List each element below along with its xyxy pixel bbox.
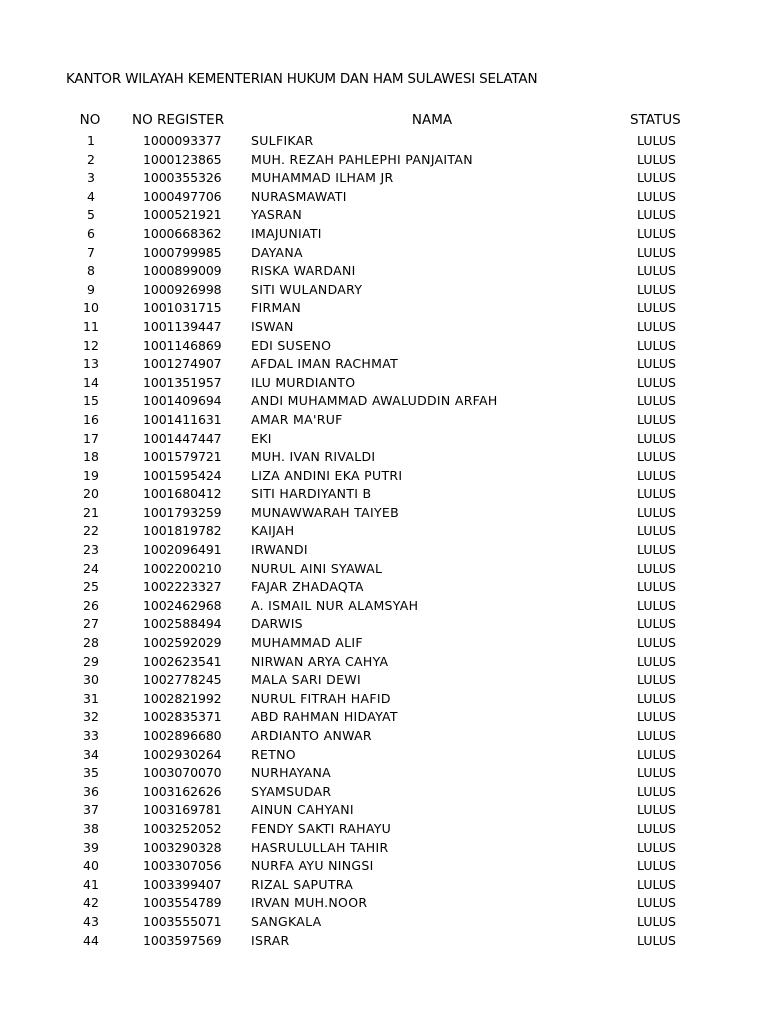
row-status: LULUS — [637, 300, 676, 316]
row-register: 1003555071 — [143, 913, 222, 929]
row-status: LULUS — [637, 281, 676, 297]
row-register: 1002778245 — [143, 672, 222, 688]
row-register: 1002200210 — [143, 560, 222, 576]
table-row — [0, 225, 768, 244]
row-no: 36 — [83, 783, 99, 799]
row-nama: IMAJUNIATI — [251, 225, 322, 241]
row-nama: FIRMAN — [251, 300, 302, 316]
row-no: 44 — [83, 932, 99, 948]
row-status: LULUS — [637, 170, 676, 186]
row-status: LULUS — [637, 430, 676, 446]
header-register: NO REGISTER — [132, 112, 225, 128]
row-register: 1000355326 — [143, 170, 222, 186]
table-row — [0, 337, 768, 356]
row-no: 5 — [87, 207, 95, 223]
row-no: 37 — [83, 802, 99, 818]
row-register: 1000521921 — [143, 207, 222, 223]
header-status: STATUS — [630, 112, 681, 128]
row-register: 1003169781 — [143, 802, 222, 818]
row-status: LULUS — [637, 542, 676, 558]
table-row — [0, 597, 768, 616]
row-nama: RETNO — [251, 746, 296, 762]
row-status: LULUS — [637, 411, 676, 427]
row-register: 1003597569 — [143, 932, 222, 948]
row-status: LULUS — [637, 318, 676, 334]
table-row — [0, 262, 768, 281]
row-register: 1001595424 — [143, 467, 222, 483]
row-register: 1001031715 — [143, 300, 222, 316]
row-register: 1002462968 — [143, 597, 222, 613]
table-row — [0, 299, 768, 318]
row-status: LULUS — [637, 839, 676, 855]
row-status: LULUS — [637, 597, 676, 613]
table-row — [0, 244, 768, 263]
row-register: 1002821992 — [143, 690, 222, 706]
row-status: LULUS — [637, 337, 676, 353]
row-status: LULUS — [637, 560, 676, 576]
row-status: LULUS — [637, 728, 676, 743]
row-nama: A. ISMAIL NUR ALAMSYAH — [251, 597, 419, 613]
table-row — [0, 876, 768, 895]
row-no: 25 — [83, 579, 99, 595]
row-register: 1002835371 — [143, 709, 222, 725]
row-nama: IRWANDI — [251, 542, 308, 558]
row-status: LULUS — [637, 207, 676, 223]
row-register: 1001819782 — [143, 523, 222, 539]
row-status: LULUS — [637, 709, 676, 725]
row-register: 1001146869 — [143, 337, 222, 353]
row-no: 8 — [87, 263, 95, 279]
table-row — [0, 188, 768, 207]
row-no: 15 — [83, 393, 99, 409]
row-register: 1002930264 — [143, 746, 222, 762]
row-register: 1002623541 — [143, 653, 222, 669]
row-register: 1001411631 — [143, 411, 222, 427]
table-row — [0, 653, 768, 672]
row-register: 1000799985 — [143, 244, 222, 260]
row-nama: RISKA WARDANI — [251, 263, 356, 279]
row-nama: MALA SARI DEWI — [251, 672, 361, 688]
row-no: 1 — [87, 133, 95, 148]
row-no: 6 — [87, 225, 95, 241]
row-nama: MUHAMMAD ILHAM JR — [251, 170, 394, 186]
table-row — [0, 801, 768, 820]
table-row — [0, 281, 768, 300]
row-register: 1000926998 — [143, 281, 222, 297]
table-row — [0, 894, 768, 913]
row-status: LULUS — [637, 858, 676, 874]
row-status: LULUS — [637, 653, 676, 669]
table-row — [0, 374, 768, 393]
row-no: 24 — [83, 560, 99, 576]
row-no: 16 — [83, 411, 99, 427]
row-nama: NURFA AYU NINGSI — [251, 858, 374, 874]
table-row — [0, 151, 768, 170]
table-row — [0, 764, 768, 783]
row-no: 29 — [83, 653, 99, 669]
row-status: LULUS — [637, 690, 676, 706]
row-register: 1003399407 — [143, 876, 222, 892]
row-no: 31 — [83, 690, 99, 706]
table-row — [0, 504, 768, 523]
row-no: 32 — [83, 709, 99, 725]
table-row — [0, 615, 768, 634]
row-register: 1003252052 — [143, 820, 222, 836]
row-nama: HASRULULLAH TAHIR — [251, 839, 389, 855]
row-nama: ANDI MUHAMMAD AWALUDDIN ARFAH — [251, 393, 498, 409]
row-status: LULUS — [637, 746, 676, 762]
row-no: 38 — [83, 820, 99, 836]
row-status: LULUS — [637, 820, 676, 836]
row-nama: AFDAL IMAN RACHMAT — [251, 356, 399, 372]
row-nama: EKI — [251, 430, 272, 446]
table-row — [0, 206, 768, 225]
table-row — [0, 783, 768, 802]
row-no: 43 — [83, 913, 99, 929]
table-body — [0, 132, 768, 950]
table-row — [0, 522, 768, 541]
row-nama: NIRWAN ARYA CAHYA — [251, 653, 389, 669]
row-no: 33 — [83, 728, 99, 743]
row-nama: SITI HARDIYANTI B — [251, 486, 372, 502]
row-nama: MUNAWWARAH TAIYEB — [251, 504, 399, 520]
row-nama: LIZA ANDINI EKA PUTRI — [251, 467, 403, 483]
table-row — [0, 671, 768, 690]
row-no: 18 — [83, 449, 99, 465]
row-nama: ISRAR — [251, 932, 290, 948]
row-no: 3 — [87, 170, 95, 186]
table-row — [0, 355, 768, 374]
row-register: 1001793259 — [143, 504, 222, 520]
row-status: LULUS — [637, 802, 676, 818]
row-status: LULUS — [637, 616, 676, 632]
row-nama: DARWIS — [251, 616, 303, 632]
table-row — [0, 318, 768, 337]
row-status: LULUS — [637, 151, 676, 167]
row-nama: AINUN CAHYANI — [251, 802, 354, 818]
row-status: LULUS — [637, 188, 676, 204]
row-nama: MUHAMMAD ALIF — [251, 635, 363, 651]
row-status: LULUS — [637, 133, 676, 148]
row-register: 1001680412 — [143, 486, 222, 502]
row-nama: MUH. IVAN RIVALDI — [251, 449, 376, 465]
row-status: LULUS — [637, 225, 676, 241]
table-row — [0, 411, 768, 430]
row-nama: FENDY SAKTI RAHAYU — [251, 820, 392, 836]
table-row — [0, 485, 768, 504]
table-row — [0, 839, 768, 858]
table-row — [0, 560, 768, 579]
row-status: LULUS — [637, 635, 676, 651]
row-status: LULUS — [637, 876, 676, 892]
row-register: 1002592029 — [143, 635, 222, 651]
row-nama: SYAMSUDAR — [251, 783, 332, 799]
row-register: 1003162626 — [143, 783, 222, 799]
row-status: LULUS — [637, 895, 676, 911]
row-register: 1002588494 — [143, 616, 222, 632]
row-no: 13 — [83, 356, 99, 372]
row-status: LULUS — [637, 449, 676, 465]
table-row — [0, 708, 768, 727]
row-status: LULUS — [637, 579, 676, 595]
row-no: 20 — [83, 486, 99, 502]
row-nama: IRVAN MUH.NOOR — [251, 895, 368, 911]
row-no: 35 — [83, 765, 99, 781]
row-no: 17 — [83, 430, 99, 446]
row-status: LULUS — [637, 467, 676, 483]
table-row — [0, 430, 768, 449]
row-register: 1003307056 — [143, 858, 222, 874]
row-no: 22 — [83, 523, 99, 539]
table-row — [0, 746, 768, 765]
row-no: 40 — [83, 858, 99, 874]
table-row — [0, 578, 768, 597]
row-nama: SULFIKAR — [251, 133, 314, 148]
header-nama: NAMA — [411, 112, 453, 128]
table-row — [0, 634, 768, 653]
row-register: 1003070070 — [143, 765, 222, 781]
row-nama: YASRAN — [251, 207, 303, 223]
row-nama: NURHAYANA — [251, 765, 331, 781]
row-register: 1001409694 — [143, 393, 222, 409]
row-status: LULUS — [637, 504, 676, 520]
row-register: 1000123865 — [143, 151, 222, 167]
row-nama: ABD RAHMAN HIDAYAT — [251, 709, 398, 725]
row-no: 9 — [87, 281, 95, 297]
row-status: LULUS — [637, 374, 676, 390]
row-nama: SANGKALA — [251, 913, 322, 929]
row-no: 42 — [83, 895, 99, 911]
row-no: 21 — [83, 504, 99, 520]
row-no: 23 — [83, 542, 99, 558]
row-no: 39 — [83, 839, 99, 855]
table-row — [0, 857, 768, 876]
row-status: LULUS — [637, 932, 676, 948]
row-register: 1002096491 — [143, 542, 222, 558]
page-title: KANTOR WILAYAH KEMENTERIAN HUKUM DAN HAM SULAWESI SELATAN — [66, 71, 538, 87]
row-register: 1001579721 — [143, 449, 222, 465]
row-nama: AMAR MA'RUF — [251, 411, 343, 427]
row-status: LULUS — [637, 913, 676, 929]
row-no: 34 — [83, 746, 99, 762]
table-row — [0, 820, 768, 839]
header-no: NO — [79, 112, 101, 128]
row-register: 1000899009 — [143, 263, 222, 279]
table-row — [0, 169, 768, 188]
row-register: 1000093377 — [143, 133, 222, 148]
row-nama: KAIJAH — [251, 523, 295, 539]
row-no: 12 — [83, 337, 99, 353]
row-register: 1001139447 — [143, 318, 222, 334]
row-register: 1000497706 — [143, 188, 222, 204]
row-nama: RIZAL SAPUTRA — [251, 876, 354, 892]
row-nama: ARDIANTO ANWAR — [251, 728, 372, 743]
row-status: LULUS — [637, 523, 676, 539]
row-register: 1003554789 — [143, 895, 222, 911]
row-no: 27 — [83, 616, 99, 632]
row-register: 1001447447 — [143, 430, 222, 446]
row-status: LULUS — [637, 765, 676, 781]
row-nama: NURUL FITRAH HAFID — [251, 690, 391, 706]
table-row — [0, 932, 768, 951]
table-header — [0, 112, 768, 130]
row-no: 41 — [83, 876, 99, 892]
row-no: 11 — [83, 318, 99, 334]
row-status: LULUS — [637, 244, 676, 260]
row-nama: MUH. REZAH PAHLEPHI PANJAITAN — [251, 151, 473, 167]
row-register: 1003290328 — [143, 839, 222, 855]
table-row — [0, 392, 768, 411]
row-register: 1002896680 — [143, 728, 222, 743]
row-register: 1001274907 — [143, 356, 222, 372]
row-register: 1001351957 — [143, 374, 222, 390]
row-status: LULUS — [637, 356, 676, 372]
row-register: 1000668362 — [143, 225, 222, 241]
row-nama: DAYANA — [251, 244, 303, 260]
table-row — [0, 541, 768, 560]
row-status: LULUS — [637, 393, 676, 409]
table-row — [0, 448, 768, 467]
row-no: 28 — [83, 635, 99, 651]
row-no: 2 — [87, 151, 95, 167]
row-no: 19 — [83, 467, 99, 483]
row-nama: ILU MURDIANTO — [251, 374, 356, 390]
row-no: 7 — [87, 244, 95, 260]
row-no: 26 — [83, 597, 99, 613]
row-nama: ISWAN — [251, 318, 294, 334]
row-nama: NURASMAWATI — [251, 188, 347, 204]
row-status: LULUS — [637, 263, 676, 279]
row-no: 14 — [83, 374, 99, 390]
row-status: LULUS — [637, 783, 676, 799]
table-row — [0, 132, 768, 151]
table-row — [0, 690, 768, 709]
row-register: 1002223327 — [143, 579, 222, 595]
row-no: 4 — [87, 188, 95, 204]
row-nama: SITI WULANDARY — [251, 281, 363, 297]
row-status: LULUS — [637, 672, 676, 688]
row-no: 10 — [83, 300, 99, 316]
table-row — [0, 727, 768, 746]
table-row — [0, 467, 768, 486]
table-row — [0, 913, 768, 932]
row-nama: FAJAR ZHADAQTA — [251, 579, 364, 595]
row-status: LULUS — [637, 486, 676, 502]
row-nama: NURUL AINI SYAWAL — [251, 560, 383, 576]
row-no: 30 — [83, 672, 99, 688]
row-nama: EDI SUSENO — [251, 337, 332, 353]
